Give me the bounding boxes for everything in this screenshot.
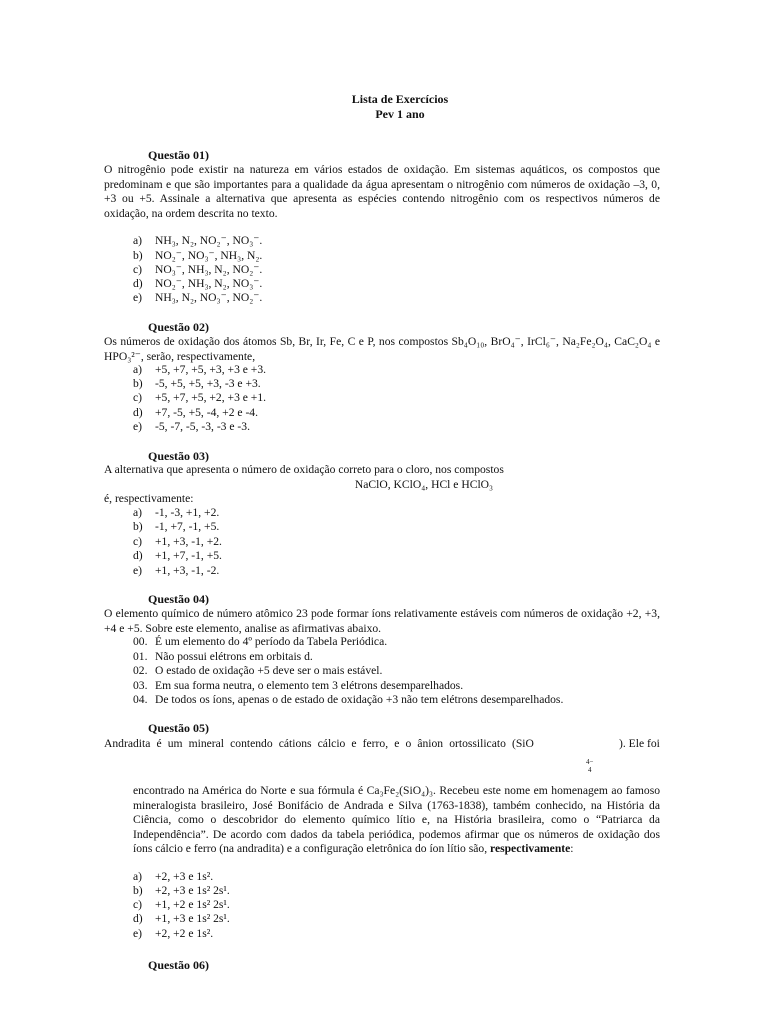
question-03-text-end: é, respectivamente:	[104, 492, 194, 505]
question-04-item-02: 02. O estado de oxidação +5 deve ser o mais estável.	[133, 664, 383, 677]
question-02-heading: Questão 02)	[148, 320, 209, 334]
question-01-body: O nitrogênio pode existir na natureza em vários estados de oxidação. Em sistemas aquáticos, os compostos que predominam e que são importantes para a qualidade da água apresentam o nitrogênio com números de oxidação –3, 0, +3 ou +5. Assinale a alternativa que apresenta as espécies contendo nitrogênio com os respectivos números de oxidação, na ordem descrita no texto.	[104, 163, 660, 220]
question-05-first-line: Andradita é um mineral contendo cátions cálcio e ferro, e o ânion ortossilicato (SiO ). Ele foi	[104, 737, 660, 750]
question-04-item-03: 03. Em sua forma neutra, o elemento tem 3 elétrons desemparelhados.	[133, 679, 464, 692]
question-01-option-e: e) NH₃, N₂, NO₃⁻, NO₂⁻.	[133, 291, 263, 304]
question-04-item-00: 00. É um elemento do 4º período da Tabela Periódica.	[133, 635, 388, 648]
question-04-heading: Questão 04)	[148, 592, 209, 606]
question-05-option-a: a) +2, +3 e 1s².	[133, 870, 214, 883]
question-05-subscript: 4	[588, 766, 592, 774]
page-subtitle: Pev 1 ano	[375, 107, 425, 121]
question-03-option-a: a) -1, -3, +1, +2.	[133, 506, 220, 519]
question-04-item-01: 01. Não possui elétrons em orbitais d.	[133, 650, 313, 663]
question-02-option-a: a) +5, +7, +5, +3, +3 e +3.	[133, 363, 267, 376]
question-01-option-a: a) NH₃, N₂, NO₂⁻, NO₃⁻.	[133, 234, 263, 247]
question-03-heading: Questão 03)	[148, 449, 209, 463]
question-03-option-c: c) +1, +3, -1, +2.	[133, 535, 222, 548]
question-03-formula: NaClO, KClO₄, HCl e HClO₃	[354, 478, 494, 491]
question-02-option-b: b) -5, +5, +5, +3, -3 e +3.	[133, 377, 261, 390]
question-02-option-d: d) +7, -5, +5, -4, +2 e -4.	[133, 406, 259, 419]
question-04-text: O elemento químico de número atômico 23 pode formar íons relativamente estáveis com números de oxidação +2, +3, +4 e +5. Sobre este elemento, analise as afirmativas abaixo.	[104, 607, 660, 635]
question-01-option-b: b) NO₂⁻, NO₃⁻, NH₃, N₂.	[133, 249, 263, 262]
question-05-option-d: d) +1, +3 e 1s² 2s¹.	[133, 912, 230, 925]
question-03-option-d: d) +1, +7, -1, +5.	[133, 549, 222, 562]
question-01-text	[104, 163, 660, 221]
question-05-option-e: e) +2, +2 e 1s².	[133, 927, 214, 940]
question-02-text: Os números de oxidação dos átomos Sb, Br, Ir, Fe, C e P, nos compostos Sb₄O₁₀, BrO₄⁻, IrCl₆⁻, Na₂Fe₂O₄, CaC₂O₄ e HPO₃²⁻, serão, respectivamente,	[104, 335, 660, 363]
question-01-option-c: c) NO₃⁻, NH₃, N₂, NO₂⁻.	[133, 263, 263, 276]
question-05-text: encontrado na América do Norte e sua fórmula é Ca₃Fe₂(SiO₄)₃. Recebeu este nome em homenagem ao famoso mineralogista brasileiro, José Bonifácio de Andrada e Silva (1763-1838), também conhecido, na História da Ciência, como o descobridor do elemento químico lítio e, na História brasileira, como o “Patriarca da Independência”. De acordo com dados da tabela periódica, podemos afirmar que os números de oxidação dos íons cálcio e ferro (na andradita) e a configuração eletrônica do íon lítio são, respectivamente:	[133, 784, 660, 856]
question-03-text: A alternativa que apresenta o número de oxidação correto para o cloro, nos compostos	[104, 463, 504, 476]
question-01-heading: Questão 01)	[148, 148, 209, 162]
question-06-heading: Questão 06)	[148, 958, 209, 972]
question-02-option-c: c) +5, +7, +5, +2, +3 e +1.	[133, 391, 267, 404]
question-05-option-b: b) +2, +3 e 1s² 2s¹.	[133, 884, 230, 897]
page-title: Lista de Exercícios	[351, 92, 449, 106]
question-05-charge: 4−	[586, 758, 594, 766]
question-05-option-c: c) +1, +2 e 1s² 2s¹.	[133, 898, 230, 911]
question-05-heading: Questão 05)	[148, 721, 209, 735]
question-01-option-d: d) NO₂⁻, NH₃, N₂, NO₃⁻.	[133, 277, 263, 290]
question-04-item-04: 04. De todos os íons, apenas o de estado de oxidação +3 não tem elétrons desemparelhados.	[133, 693, 564, 706]
question-02-option-e: e) -5, -7, -5, -3, -3 e -3.	[133, 420, 250, 433]
question-03-option-e: e) +1, +3, -1, -2.	[133, 564, 220, 577]
question-03-option-b: b) -1, +7, -1, +5.	[133, 520, 220, 533]
